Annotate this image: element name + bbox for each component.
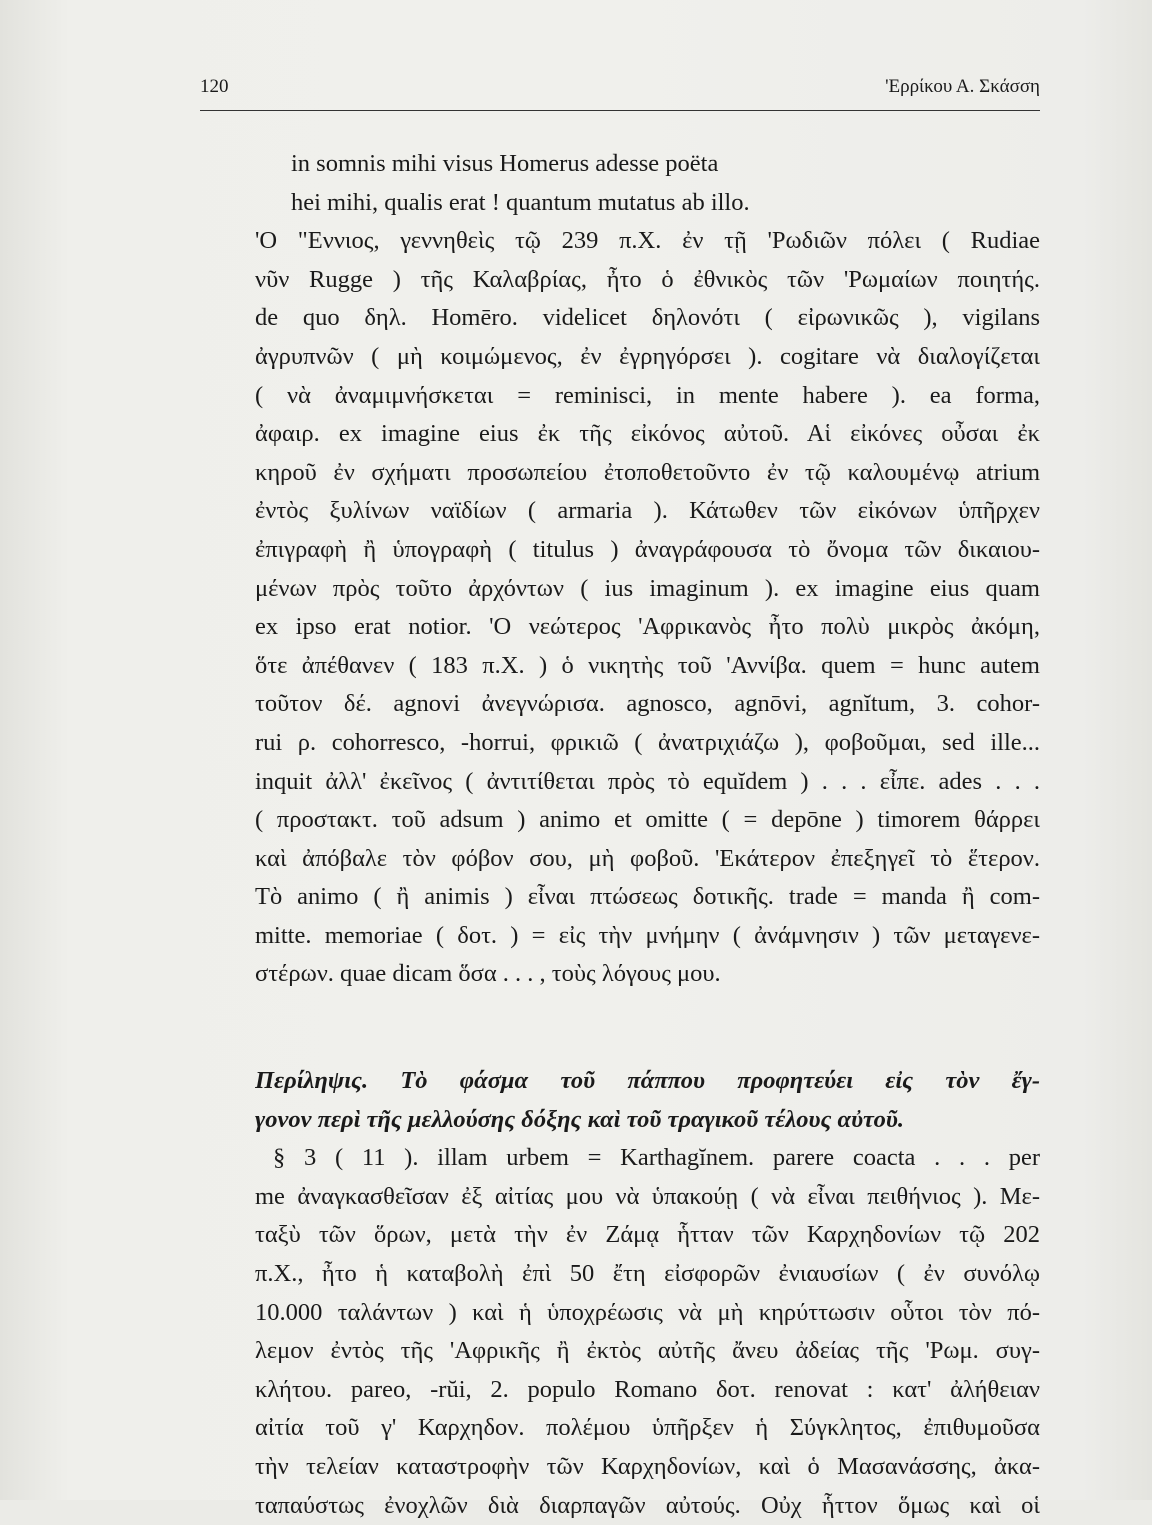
section-line: π.Χ., ἦτο ἡ καταβολὴ ἐπὶ 50 ἔτη εἰσφορῶν ἐνιαυσίων ( ἐν συνόλῳ (255, 1260, 1040, 1288)
section-line: 10.000 ταλάντων ) καὶ ἡ ὑποχρέωσις νὰ μὴ κηρύττωσιν οὗτοι τὸν πό- (255, 1298, 1040, 1326)
body-line: τοῦτον δέ. agnovi ἀνεγνώρισα. agnosco, agnōvi, agnĭtum, 3. cohor- (255, 690, 1040, 718)
body-line: νῦν Rugge ) τῆς Καλαβρίας, ἦτο ὁ ἐθνικὸς τῶν 'Ρωμαίων ποιητής. (255, 265, 1040, 293)
quote-line: hei mihi, qualis erat ! quantum mutatus ab illo. (291, 188, 750, 216)
summary-line: γονον περὶ τῆς μελλούσης δόξης καὶ τοῦ τραγικοῦ τέλους αὐτοῦ. (255, 1105, 904, 1133)
section-line: § 3 ( 11 ). illam urbem = Karthagĭnem. parere coacta . . . per (273, 1144, 1040, 1172)
body-line: στέρων. quae dicam ὅσα . . . , τοὺς λόγους μου. (255, 960, 721, 988)
quote-line: in somnis mihi visus Homerus adesse poëta (291, 150, 719, 177)
body-line: ex ipso erat notior. 'Ο νεώτερος 'Αφρικανὸς ἦτο πολὺ μικρὸς ἀκόμη, (255, 613, 1040, 641)
page-number: 120 (200, 76, 229, 97)
section-line: ταπαύστως ἐνοχλῶν διὰ διαρπαγῶν αὐτούς. Οὐχ ἧττον ὅμως καὶ οἱ (255, 1491, 1040, 1519)
body-line: rui ρ. cohorresco, -horrui, φρικιῶ ( ἀνατριχιάζω ), φοβοῦμαι, sed ille... (255, 728, 1040, 756)
running-head: 'Ερρίκου Α. Σκάσση (885, 76, 1040, 97)
body-line: κηροῦ ἐν σχήματι προσωπείου ἐτοποθετοῦντο ἐν τῷ καλουμένῳ atrium (255, 458, 1040, 486)
body-line: καὶ ἀπόβαλε τὸν φόβον σου, μὴ φοβοῦ. 'Εκάτερον ἐπεξηγεῖ τὸ ἕτερον. (255, 844, 1040, 872)
section-line: κλήτου. pareo, -rŭi, 2. populo Romano δοτ. renovat : κατ' ἀλήθειαν (255, 1375, 1040, 1403)
section-line: λεμον ἐντὸς τῆς 'Αφρικῆς ἢ ἐκτὸς αὐτῆς ἄνευ ἀδείας τῆς 'Ρωμ. συγ- (255, 1337, 1040, 1365)
body-line: ἀγρυπνῶν ( μὴ κοιμώμενος, ἐν ἐγρηγόρσει ). cogitare νὰ διαλογίζεται (255, 342, 1040, 370)
body-line: mitte. memoriae ( δοτ. ) = εἰς τὴν μνήμην ( ἀνάμνησιν ) τῶν μεταγενε- (255, 921, 1040, 949)
section-line: ταξὺ τῶν ὅρων, μετὰ τὴν ἐν Ζάμᾳ ἧτταν τῶν Καρχηδονίων τῷ 202 (255, 1221, 1040, 1249)
page-header (200, 76, 1040, 104)
section-line: me ἀναγκασθεῖσαν ἐξ αἰτίας μου νὰ ὑπακούῃ ( νὰ εἶναι πειθήνιος ). Με- (255, 1182, 1040, 1210)
paragraph-gap (255, 994, 1040, 1062)
section-line: αἰτία τοῦ γ' Καρχηδον. πολέμου ὑπῆρξεν ἡ Σύγκλητος, ἐπιθυμοῦσα (255, 1414, 1040, 1442)
body-line: Τὸ animo ( ἢ animis ) εἶναι πτώσεως δοτικῆς. trade = manda ἢ com- (255, 883, 1040, 911)
body-line: 'Ο "Εννιος, γεννηθεὶς τῷ 239 π.Χ. ἐν τῇ 'Ρωδιῶν πόλει ( Rudiae (255, 227, 1040, 255)
body-line: ἐπιγραφὴ ἢ ὑπογραφὴ ( titulus ) ἀναγράφουσα τὸ ὄνομα τῶν δικαιου- (255, 535, 1040, 563)
body-line: ( προστακτ. τοῦ adsum ) animo et omitte ( = depōne ) timorem θάρρει (255, 806, 1040, 834)
body-line: ἐντὸς ξυλίνων ναϊδίων ( armaria ). Κάτωθεν τῶν εἰκόνων ὑπῆρχεν (255, 497, 1040, 525)
page-text (255, 145, 1040, 1525)
body-line: ἀφαιρ. ex imagine eius ἐκ τῆς εἰκόνος αὐτοῦ. Αἱ εἰκόνες οὖσαι ἐκ (255, 420, 1040, 448)
body-line: de quo δηλ. Homēro. videlicet δηλονότι ( εἰρωνικῶς ), vigilans (255, 304, 1040, 332)
header-rule (200, 110, 1040, 111)
body-line: ὅτε ἀπέθανεν ( 183 π.Χ. ) ὁ νικητὴς τοῦ 'Αννίβα. quem = hunc autem (255, 651, 1040, 679)
body-line: inquit ἀλλ' ἐκεῖνος ( ἀντιτίθεται πρὸς τὸ equĭdem ) . . . εἶπε. ades . . . (255, 767, 1040, 795)
section-line: τὴν τελείαν καταστροφὴν τῶν Καρχηδονίων, καὶ ὁ Μασανάσσης, ἀκα- (255, 1453, 1040, 1480)
body-line: ( νὰ ἀναμιμνήσκεται = reminisci, in mente habere ). ea forma, (255, 381, 1040, 409)
summary-line: Περίληψις. Τὸ φάσμα τοῦ πάππου προφητεύει εἰς τὸν ἔγ- (255, 1067, 1040, 1095)
body-line: μένων πρὸς τοῦτο ἀρχόντων ( ius imaginum ). ex imagine eius quam (255, 574, 1040, 602)
